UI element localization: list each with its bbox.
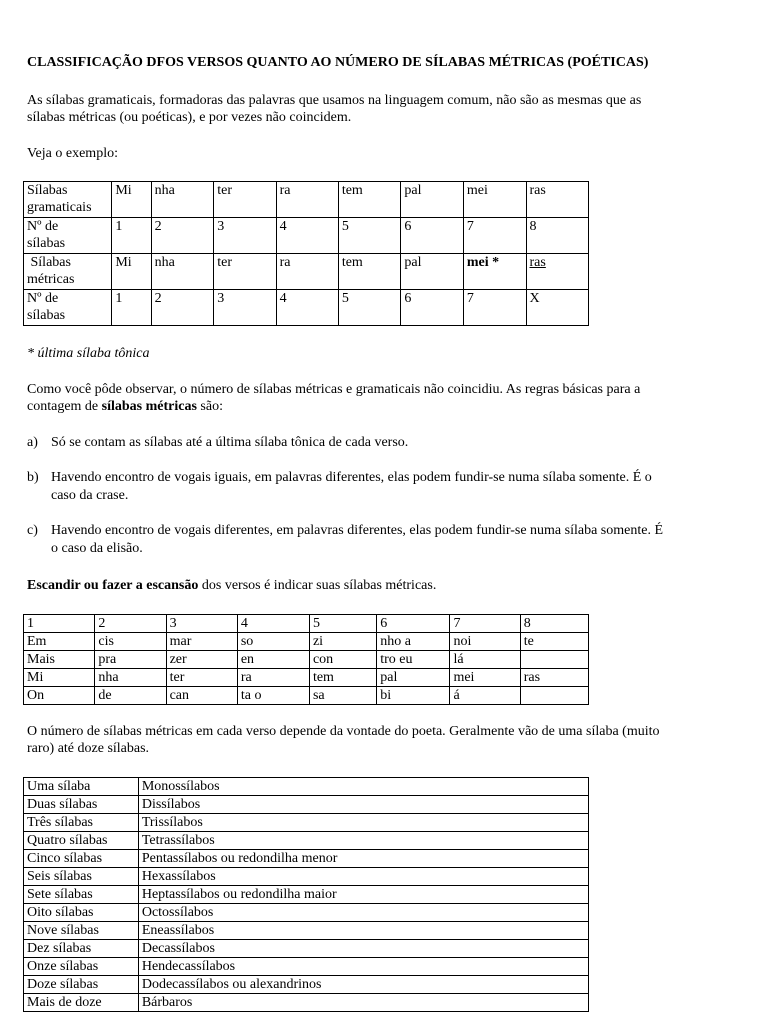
row-label-line-1: Sílabas (27, 183, 68, 198)
scansion-table (23, 614, 589, 705)
table-cell: 5 (338, 290, 401, 326)
table-cell: ter (214, 254, 276, 290)
table-cell: ra (276, 182, 338, 218)
table-cell: te (520, 633, 588, 651)
syllable-count-cell: Oito sílabas (24, 904, 139, 922)
table-row (24, 778, 589, 796)
table-cell: en (237, 651, 309, 669)
verse-name-cell: Hendecassílabos (138, 958, 588, 976)
table-row (24, 669, 589, 687)
table-row (24, 687, 589, 705)
table-cell: zi (309, 633, 376, 651)
scansion-rest: dos versos é indicar suas sílabas métricas. (198, 578, 437, 593)
table-cell: pal (401, 182, 463, 218)
table-cell: X (526, 290, 588, 326)
table-cell: 7 (450, 615, 520, 633)
table-cell: Mi (24, 669, 95, 687)
row-label-line-2: sílabas (27, 236, 66, 251)
table-cell: 5 (309, 615, 376, 633)
table-cell: mei (463, 182, 526, 218)
row-label-cell (24, 218, 112, 254)
intro-paragraph (27, 92, 733, 126)
verse-name-cell: Dissílabos (138, 796, 588, 814)
table-row (24, 904, 589, 922)
rule-text-line-1: Havendo encontro de vogais iguais, em palavras diferentes, elas podem fundir-se numa sílaba somente. É o (51, 470, 652, 485)
table-cell: Mi (112, 182, 151, 218)
rule-marker: b) (27, 470, 39, 485)
syllable-count-cell: Seis sílabas (24, 868, 139, 886)
table-cell: á (450, 687, 520, 705)
table-cell: cis (95, 633, 166, 651)
count-paragraph (27, 723, 733, 757)
table-cell: pra (95, 651, 166, 669)
rules-intro-suffix: são: (196, 399, 223, 414)
table-row (24, 832, 589, 850)
intro-line-1: As sílabas gramaticais, formadoras das palavras que usamos na linguagem comum, não são as mesmas que as (27, 93, 642, 108)
verse-name-cell: Pentassílabos ou redondilha menor (138, 850, 588, 868)
table-row (24, 922, 589, 940)
table-row (24, 796, 589, 814)
rule-text-line-1: Havendo encontro de vogais diferentes, em palavras diferentes, elas podem fundir-se numa sílaba somente. É (51, 523, 664, 538)
table-cell: 3 (166, 615, 237, 633)
table-row (24, 615, 589, 633)
table-cell: ra (237, 669, 309, 687)
table-cell: 2 (151, 218, 214, 254)
table-row (24, 254, 589, 290)
table-cell: ras (526, 254, 588, 290)
syllable-count-cell: Três sílabas (24, 814, 139, 832)
table-cell: so (237, 633, 309, 651)
row-label-line-1: Sílabas (27, 255, 71, 270)
rules-intro-line-2 (27, 398, 733, 415)
table-cell: ra (276, 254, 338, 290)
syllable-count-cell: Mais de doze (24, 994, 139, 1012)
table-cell: bi (377, 687, 450, 705)
verse-name-cell: Dodecassílabos ou alexandrinos (138, 976, 588, 994)
table-cell: Mi (112, 254, 151, 290)
table-row (24, 976, 589, 994)
rule-text-line-2: caso da crase. (51, 488, 129, 503)
table-cell: 1 (112, 218, 151, 254)
table-cell: 4 (276, 218, 338, 254)
table-cell: 8 (526, 218, 588, 254)
row-label-line-2: sílabas (27, 308, 66, 323)
table-cell: pal (401, 254, 463, 290)
scansion-paragraph (27, 577, 733, 594)
rule-item-b (27, 469, 733, 505)
table-cell: 2 (151, 290, 214, 326)
table-cell: 6 (377, 615, 450, 633)
table-cell: lá (450, 651, 520, 669)
syllable-count-cell: Uma sílaba (24, 778, 139, 796)
rules-intro-line-1: Como você pôde observar, o número de sílabas métricas e gramaticais não coincidiu. As regras básicas para a (27, 382, 641, 397)
table-cell (520, 687, 588, 705)
table-row (24, 850, 589, 868)
example-label: Veja o exemplo: (27, 146, 118, 161)
table-cell: 1 (112, 290, 151, 326)
intro-line-2: sílabas métricas (ou poéticas), e por vezes não coincidem. (27, 110, 352, 125)
table-cell: ras (520, 669, 588, 687)
table-cell: 7 (463, 290, 526, 326)
table-cell: ter (166, 669, 237, 687)
table-cell (520, 651, 588, 669)
count-line-2: raro) até doze sílabas. (27, 741, 150, 756)
table-row (24, 218, 589, 254)
row-label-cell (24, 254, 112, 290)
table-cell: 1 (24, 615, 95, 633)
table-cell: 2 (95, 615, 166, 633)
table-cell: pal (377, 669, 450, 687)
table-cell: On (24, 687, 95, 705)
row-label-line-1: Nº de (27, 219, 59, 234)
verse-name-cell: Tetrassílabos (138, 832, 588, 850)
table-cell: nha (151, 254, 214, 290)
rule-item-a (27, 434, 733, 452)
verse-name-cell: Hexassílabos (138, 868, 588, 886)
verse-name-cell: Octossílabos (138, 904, 588, 922)
table-row (24, 633, 589, 651)
rules-intro-paragraph (27, 381, 733, 415)
table-cell: noi (450, 633, 520, 651)
verse-name-cell: Monossílabos (138, 778, 588, 796)
table-cell: 5 (338, 218, 401, 254)
row-label-line-1: Nº de (27, 291, 59, 306)
rules-intro-prefix: contagem de (27, 399, 102, 414)
table-cell: tem (309, 669, 376, 687)
verse-name-cell: Decassílabos (138, 940, 588, 958)
table-row (24, 290, 589, 326)
scansion-bold: Escandir ou fazer a escansão (27, 578, 199, 593)
rule-text: Só se contam as sílabas até a última sílaba tônica de cada verso. (51, 435, 409, 450)
verse-classification-table (23, 777, 589, 1012)
table-cell: mei (450, 669, 520, 687)
table-cell: nha (151, 182, 214, 218)
row-label-cell (24, 182, 112, 218)
table-cell: ta o (237, 687, 309, 705)
rules-intro-bold: sílabas métricas (101, 399, 197, 414)
table-row (24, 868, 589, 886)
table-row (24, 182, 589, 218)
table-cell: 7 (463, 218, 526, 254)
table-row (24, 958, 589, 976)
table-cell: 4 (276, 290, 338, 326)
row-label-line-2: gramaticais (27, 200, 92, 215)
table-row (24, 651, 589, 669)
verse-name-cell: Eneassílabos (138, 922, 588, 940)
verse-name-cell: Trissílabos (138, 814, 588, 832)
document-title: CLASSIFICAÇÃO DFOS VERSOS QUANTO AO NÚMERO DE SÍLABAS MÉTRICAS (POÉTICAS) (27, 55, 649, 70)
verse-name-cell: Heptassílabos ou redondilha maior (138, 886, 588, 904)
rule-marker: a) (27, 435, 38, 450)
table-cell: 6 (401, 290, 463, 326)
table-cell: Mais (24, 651, 95, 669)
syllable-count-cell: Sete sílabas (24, 886, 139, 904)
syllable-count-cell: Dez sílabas (24, 940, 139, 958)
table-cell: de (95, 687, 166, 705)
table-cell: 3 (214, 218, 276, 254)
row-label-line-2: métricas (27, 272, 75, 287)
table-cell: sa (309, 687, 376, 705)
syllable-count-cell: Quatro sílabas (24, 832, 139, 850)
table-cell: 6 (401, 218, 463, 254)
table-cell: mar (166, 633, 237, 651)
table-cell: tem (338, 254, 401, 290)
table-cell: nho a (377, 633, 450, 651)
verse-name-cell: Bárbaros (138, 994, 588, 1012)
table-cell: nha (95, 669, 166, 687)
syllable-count-cell: Doze sílabas (24, 976, 139, 994)
rule-text-line-2: o caso da elisão. (51, 541, 143, 556)
table-cell: con (309, 651, 376, 669)
table-cell: tem (338, 182, 401, 218)
rule-item-c (27, 522, 733, 558)
table-cell: 4 (237, 615, 309, 633)
syllable-count-cell: Duas sílabas (24, 796, 139, 814)
table-row (24, 940, 589, 958)
table-cell: ter (214, 182, 276, 218)
table-cell: 8 (520, 615, 588, 633)
table-cell: Em (24, 633, 95, 651)
syllable-count-cell: Nove sílabas (24, 922, 139, 940)
table-cell: ras (526, 182, 588, 218)
table-cell: zer (166, 651, 237, 669)
syllable-comparison-table (23, 181, 589, 326)
footnote: * última sílaba tônica (27, 346, 150, 361)
syllable-count-cell: Onze sílabas (24, 958, 139, 976)
table-row (24, 886, 589, 904)
rule-marker: c) (27, 523, 38, 538)
table-cell: can (166, 687, 237, 705)
count-line-1: O número de sílabas métricas em cada verso depende da vontade do poeta. Geralmente vão de uma sílaba (muito (27, 724, 660, 739)
table-cell: mei * (463, 254, 526, 290)
syllable-count-cell: Cinco sílabas (24, 850, 139, 868)
table-cell: 3 (214, 290, 276, 326)
table-cell: tro eu (377, 651, 450, 669)
table-row (24, 994, 589, 1012)
table-row (24, 814, 589, 832)
row-label-cell (24, 290, 112, 326)
